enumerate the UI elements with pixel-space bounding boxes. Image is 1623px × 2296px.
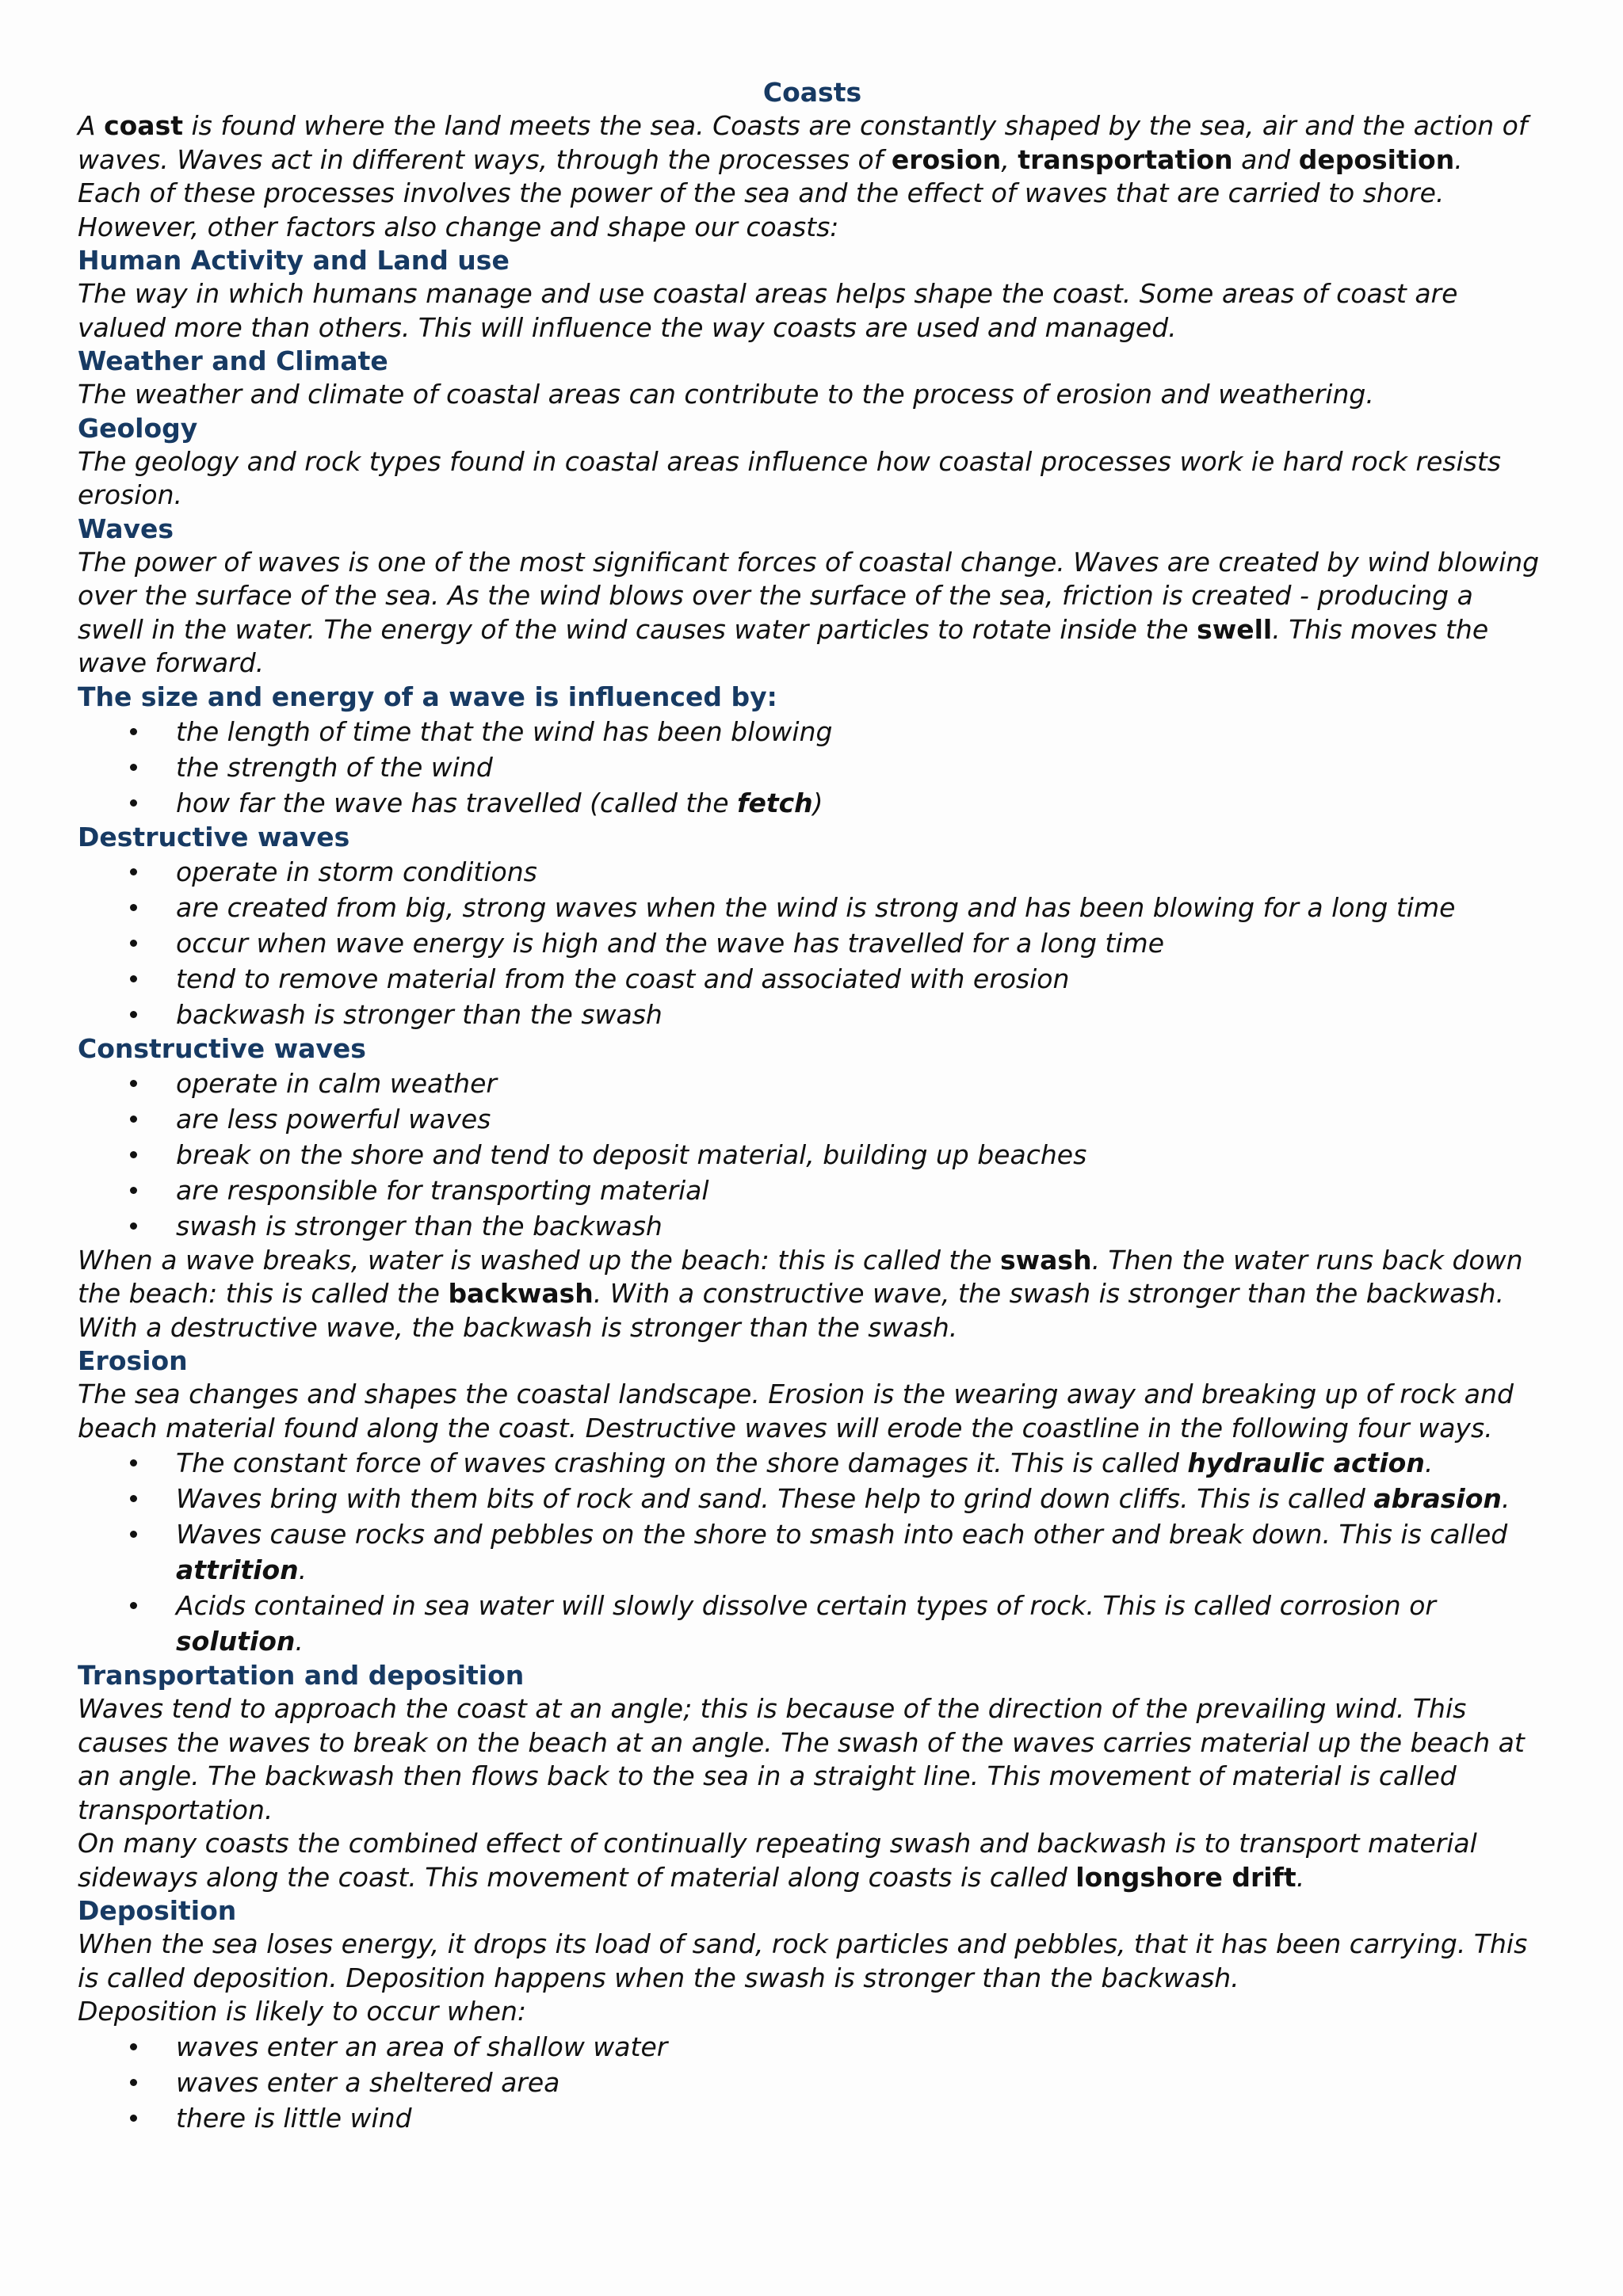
heading-human-activity: Human Activity and Land use [78, 245, 510, 276]
heading-destructive-waves: Destructive waves [78, 821, 350, 852]
swash-backwash-text: When a wave breaks, water is washed up the beach: this is called the swash. Then the water runs back down the beach: this is called the backwash. With a constructive wave, the swash is stronger than the backwash. With a destructive wave, the backwash is stronger than the swash. [78, 1244, 1523, 1343]
list-item: there is little wind [78, 2100, 1547, 2136]
list-item: operate in calm weather [78, 1066, 1547, 1101]
longshore-drift-text: On many coasts the combined effect of continually repeating swash and backwash is to transport material sideways along the coast. This movement of material along coasts is called longshore drift. [78, 1828, 1477, 1893]
list-item: the strength of the wind [78, 749, 1547, 785]
heading-constructive-waves: Constructive waves [78, 1032, 366, 1064]
heading-wave-size: The size and energy of a wave is influenced by: [78, 681, 777, 712]
list-item: how far the wave has travelled (called the fetch) [78, 785, 1547, 821]
human-activity-text: The way in which humans manage and use coastal areas helps shape the coast. Some areas of coast are valued more than others. This will influence the way coasts are used and managed. [78, 278, 1458, 343]
erosion-list [78, 1445, 1547, 1659]
heading-erosion: Erosion [78, 1345, 188, 1376]
list-item: operate in storm conditions [78, 854, 1547, 890]
weather-climate-text: The weather and climate of coastal areas can contribute to the process of erosion and weathering. [78, 379, 1374, 410]
wave-size-list [78, 714, 1547, 821]
list-item: waves enter an area of shallow water [78, 2029, 1547, 2065]
intro-paragraph: A coast is found where the land meets the sea. Coasts are constantly shaped by the sea, air and the action of waves. Waves act in different ways, through the processes of erosion, transportation and deposition. [78, 110, 1528, 175]
constructive-waves-list [78, 1066, 1547, 1244]
list-item: are less powerful waves [78, 1101, 1547, 1137]
deposition-text: When the sea loses energy, it drops its load of sand, rock particles and pebbles, that it has been carrying. This is called deposition. Deposition happens when the swash is stronger than the backwash. [78, 1928, 1528, 1993]
list-item: swash is stronger than the backwash [78, 1208, 1547, 1244]
heading-transportation: Transportation and deposition [78, 1660, 525, 1691]
heading-deposition: Deposition [78, 1895, 237, 1926]
list-item: backwash is stronger than the swash [78, 997, 1547, 1032]
list-item: tend to remove material from the coast and associated with erosion [78, 961, 1547, 997]
intro-factors-text: However, other factors also change and shape our coasts: [78, 211, 839, 242]
list-item: waves enter a sheltered area [78, 2065, 1547, 2100]
list-item: break on the shore and tend to deposit material, building up beaches [78, 1137, 1547, 1173]
list-item: The constant force of waves crashing on the shore damages it. This is called hydraulic action. [78, 1445, 1547, 1481]
heading-weather-climate: Weather and Climate [78, 345, 388, 376]
waves-text: The power of waves is one of the most significant forces of coastal change. Waves are created by wind blowing over the surface of the sea. As the wind blows over the surface of the sea, friction is created - producing a swell in the water. The energy of the wind causes water particles to rotate inside the swell. This moves the wave forward. [78, 546, 1540, 678]
list-item: the length of time that the wind has been blowing [78, 714, 1547, 749]
heading-geology: Geology [78, 412, 198, 444]
heading-waves: Waves [78, 513, 174, 544]
list-item: Acids contained in sea water will slowly dissolve certain types of rock. This is called corrosion or solution. [78, 1588, 1547, 1659]
list-item: Waves bring with them bits of rock and sand. These help to grind down cliffs. This is called abrasion. [78, 1481, 1547, 1516]
destructive-waves-list [78, 854, 1547, 1032]
deposition-list [78, 2029, 1547, 2136]
transportation-text: Waves tend to approach the coast at an angle; this is because of the direction of the prevailing wind. This causes the waves to break on the beach at an angle. The swash of the waves carries material up the beach at an angle. The backwash then flows back to the sea in a straight line. This movement of material is called transportation. [78, 1693, 1525, 1825]
list-item: occur when wave energy is high and the wave has travelled for a long time [78, 925, 1547, 961]
list-item: are responsible for transporting material [78, 1173, 1547, 1208]
list-item: are created from big, strong waves when the wind is strong and has been blowing for a long time [78, 890, 1547, 925]
deposition-conditions-text: Deposition is likely to occur when: [78, 1996, 527, 2027]
erosion-text: The sea changes and shapes the coastal landscape. Erosion is the wearing away and breaking up of rock and beach material found along the coast. Destructive waves will erode the coastline in the following four ways. [78, 1379, 1514, 1444]
page-title: Coasts [762, 77, 862, 108]
list-item: Waves cause rocks and pebbles on the shore to smash into each other and break down. This is called attrition. [78, 1516, 1547, 1588]
intro-processes-text: Each of these processes involves the power of the sea and the effect of waves that are carried to shore. [78, 177, 1445, 208]
geology-text: The geology and rock types found in coastal areas influence how coastal processes work ie hard rock resists erosion. [78, 445, 1501, 510]
